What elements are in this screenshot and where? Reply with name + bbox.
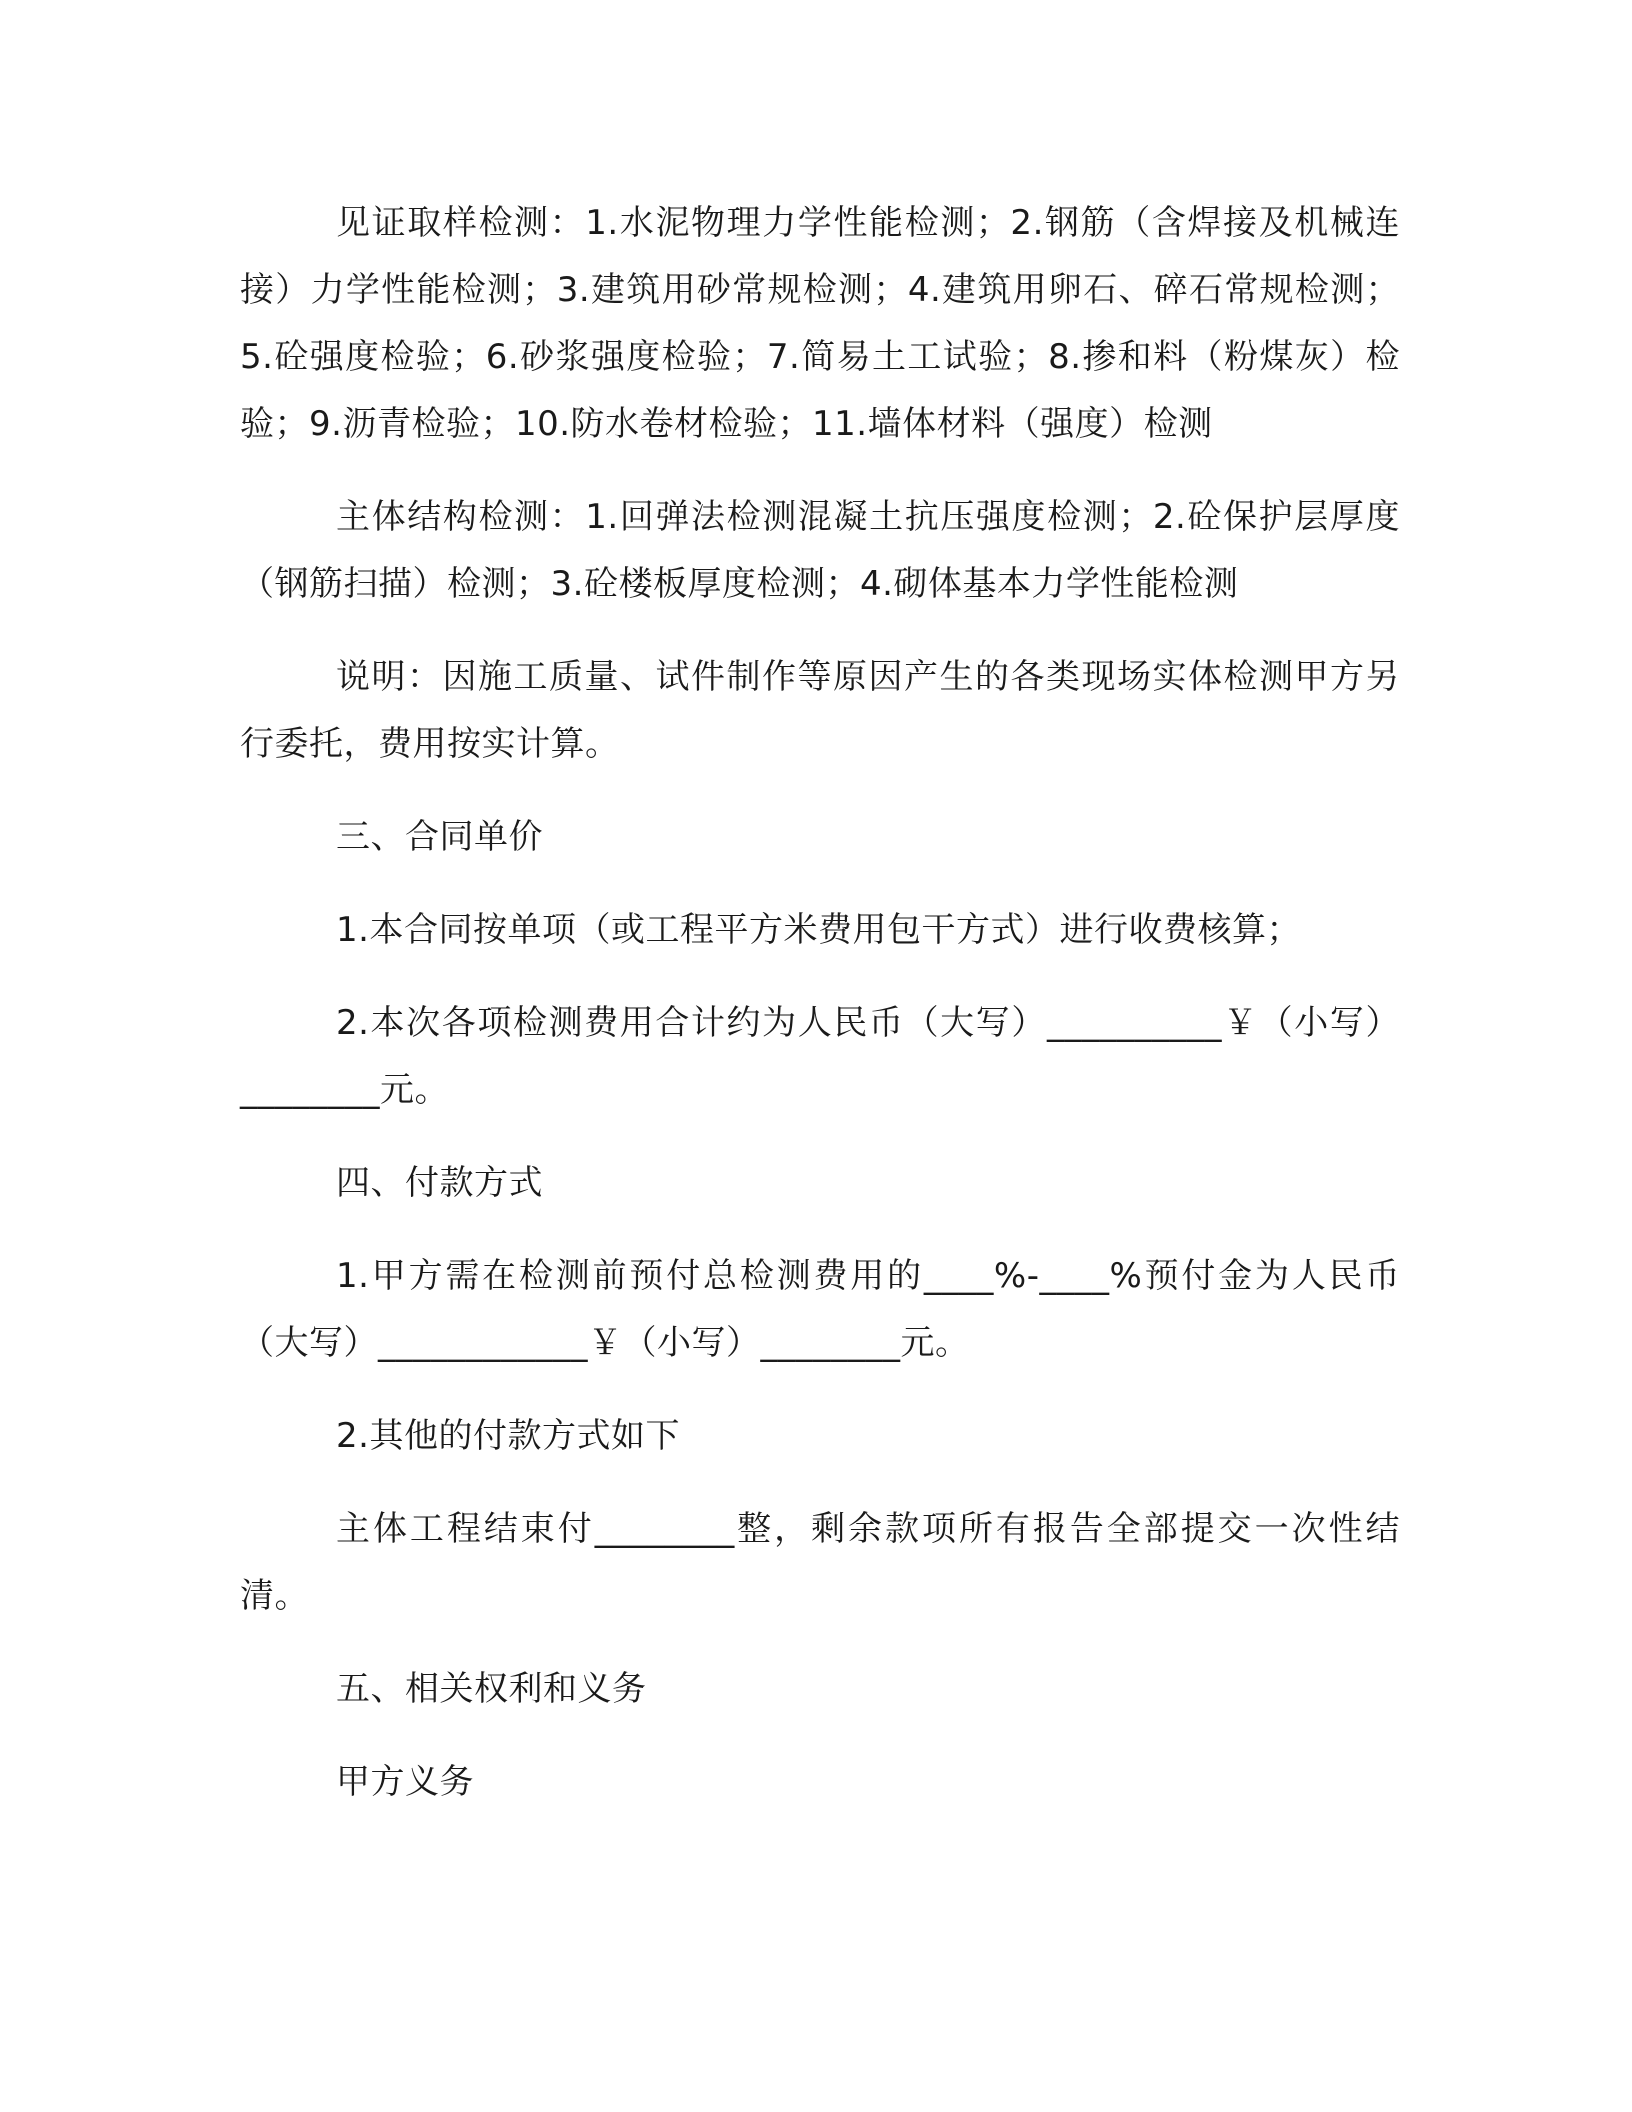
payment-detail: 主体工程结束付________整，剩余款项所有报告全部提交一次性结清。 [240,1509,1400,1616]
payment-item-2: 2.其他的付款方式如下 [336,1416,680,1456]
party-a-obligations-heading: 甲方义务 [336,1762,474,1802]
payment-item-1: 1.甲方需在检测前预付总检测费用的____%-____%预付金为人民币（大写）____________￥（小写）________元。 [240,1256,1400,1363]
note-paragraph: 说明：因施工质量、试件制作等原因产生的各类现场实体检测甲方另行委托，费用按实计算。 [240,657,1400,764]
section-heading-payment: 四、付款方式 [336,1163,543,1203]
section-heading-rights: 五、相关权利和义务 [336,1669,647,1709]
unit-price-item-2: 2.本次各项检测费用合计约为人民币（大写）__________￥（小写）________元。 [240,1003,1400,1110]
witness-sampling-paragraph: 见证取样检测：1.水泥物理力学性能检测；2.钢筋（含焊接及机械连接）力学性能检测；3.建筑用砂常规检测；4.建筑用卵石、碎石常规检测；5.砼强度检验；6.砂浆强度检验；7.简易土工试验；8.掺和料（粉煤灰）检验；9.沥青检验；10.防水卷材检验；11.墙体材料（强度）检测 [240,203,1400,444]
structure-testing-paragraph: 主体结构检测：1.回弹法检测混凝土抗压强度检测；2.砼保护层厚度（钢筋扫描）检测；3.砼楼板厚度检测；4.砌体基本力学性能检测 [240,497,1400,604]
document-body [240,190,1400,1816]
section-heading-unit-price: 三、合同单价 [336,817,543,857]
unit-price-item-1: 1.本合同按单项（或工程平方米费用包干方式）进行收费核算； [336,910,1301,950]
